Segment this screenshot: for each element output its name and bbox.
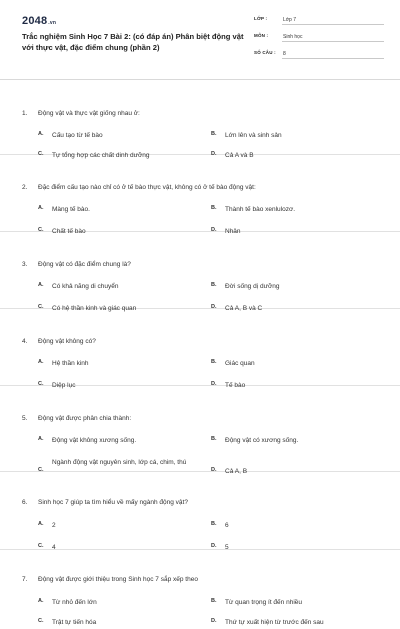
question-number: 4. <box>22 338 28 345</box>
logo-text: 2048 <box>22 15 48 27</box>
option-letter: D. <box>211 467 217 473</box>
option-text: Có khả năng di chuyển <box>52 283 119 290</box>
question-item <box>0 550 400 626</box>
option-letter: A. <box>38 598 44 604</box>
meta-subject-value: Sinh học <box>282 31 384 42</box>
meta-subject-label: MÔN : <box>254 33 269 38</box>
option-letter: C. <box>38 467 44 473</box>
question-item <box>0 309 400 389</box>
option-text: Hệ thần kinh <box>52 360 89 367</box>
question-label: Động vật không có? <box>38 338 96 345</box>
option-letter: A. <box>38 359 44 365</box>
option-letter: B. <box>211 598 217 604</box>
option-letter: B. <box>211 359 217 365</box>
option-letter: B. <box>211 282 217 288</box>
question-item <box>0 155 400 235</box>
question-text <box>22 415 131 422</box>
meta-count-label: SỐ CÂU : <box>254 50 276 55</box>
question-text <box>22 576 198 583</box>
option-text: Thành tế bào xenlulozơ. <box>225 206 296 213</box>
question-text <box>22 499 188 506</box>
option-letter: C. <box>38 381 44 387</box>
question-label: Sinh học 7 giúp ta tìm hiểu về mấy ngành động vật? <box>38 499 188 506</box>
question-number: 6. <box>22 499 28 506</box>
option-text: Động vật có xương sống. <box>225 437 299 444</box>
option-text: Chất tế bào <box>52 228 86 235</box>
option-letter: A. <box>38 436 44 442</box>
option-text: Lớn lên và sinh sản <box>225 132 282 139</box>
option-letter: D. <box>211 151 217 157</box>
question-item <box>0 80 400 159</box>
question-text <box>22 338 96 345</box>
question-label: Động vật và thực vật giống nhau ở: <box>38 110 140 117</box>
question-item <box>0 472 400 550</box>
option-text: Tế bào <box>225 382 246 389</box>
meta-class-value: Lớp 7 <box>282 14 384 25</box>
option-letter: B. <box>211 436 217 442</box>
option-letter: D. <box>211 227 217 233</box>
option-text: 5 <box>225 544 229 551</box>
option-text: Trật tự tiến hóa <box>52 619 97 626</box>
option-letter: A. <box>38 205 44 211</box>
question-item <box>0 232 400 312</box>
option-text: Diệp lục <box>52 382 76 389</box>
option-letter: C. <box>38 543 44 549</box>
option-letter: A. <box>38 282 44 288</box>
question-label: Động vật được giới thiệu trong Sinh học 7 sắp xếp theo <box>38 576 198 583</box>
logo-domain: .vn <box>48 20 57 26</box>
question-number: 5. <box>22 415 28 422</box>
option-text: Cả A, B <box>225 468 248 475</box>
meta-count <box>254 48 384 61</box>
question-number: 7. <box>22 576 28 583</box>
option-text: Giác quan <box>225 360 255 367</box>
question-item <box>0 386 400 475</box>
option-text: Tự tổng hợp các chất dinh dưỡng <box>52 152 150 159</box>
option-letter: A. <box>38 521 44 527</box>
quiz-title: Trắc nghiệm Sinh Học 7 Bài 2: (có đáp án) Phân biệt động vật với thực vật, đặc điểm chung (phần 2) <box>22 32 244 52</box>
site-logo[interactable] <box>22 15 56 27</box>
option-text: Cả A, B và C <box>225 305 263 312</box>
question-text <box>22 184 256 191</box>
option-text: Từ quan trọng ít đến nhiều <box>225 599 302 606</box>
meta-class-label: LỚP : <box>254 16 268 21</box>
meta-subject <box>254 31 384 44</box>
meta-count-value: 8 <box>282 48 384 59</box>
option-letter: D. <box>211 618 217 624</box>
option-letter: B. <box>211 521 217 527</box>
option-letter: C. <box>38 618 44 624</box>
option-letter: C. <box>38 304 44 310</box>
option-text: Từ nhỏ đến lớn <box>52 599 97 606</box>
question-label: Động vật có đặc điểm chung là? <box>38 261 131 268</box>
question-number: 1. <box>22 110 28 117</box>
option-letter: B. <box>211 205 217 211</box>
question-label: Động vật được phân chia thành: <box>38 415 132 422</box>
question-label: Đặc điểm cấu tạo nào chỉ có ở tế bào thực vật, không có ở tế bào động vật: <box>38 184 256 191</box>
option-text: Động vật không xương sống. <box>52 437 137 444</box>
option-text: 2 <box>52 522 56 529</box>
option-text: Đời sống dị dưỡng <box>225 283 280 290</box>
option-text: 6 <box>225 522 229 529</box>
question-list <box>0 80 400 626</box>
option-letter: A. <box>38 131 44 137</box>
meta-class <box>254 14 384 27</box>
option-letter: B. <box>211 131 217 137</box>
question-number: 3. <box>22 261 28 268</box>
option-text: Thứ tự xuất hiện từ trước đến sau <box>225 619 324 626</box>
option-letter: C. <box>38 227 44 233</box>
option-letter: D. <box>211 304 217 310</box>
option-letter: D. <box>211 543 217 549</box>
question-text <box>22 110 140 117</box>
question-text <box>22 261 131 268</box>
option-letter: D. <box>211 381 217 387</box>
option-text: Có hệ thần kinh và giác quan <box>52 305 137 312</box>
option-letter: C. <box>38 151 44 157</box>
option-text: 4 <box>52 544 56 551</box>
quiz-meta <box>254 14 384 65</box>
option-text: Màng tế bào. <box>52 206 90 213</box>
option-text: Ngành động vật nguyên sinh, lớp cá, chim, thú <box>52 459 187 466</box>
quiz-header <box>0 0 400 80</box>
question-number: 2. <box>22 184 28 191</box>
option-text: Cả A và B <box>225 152 254 159</box>
option-text: Nhân <box>225 228 241 235</box>
option-text: Cấu tạo từ tế bào <box>52 132 103 139</box>
